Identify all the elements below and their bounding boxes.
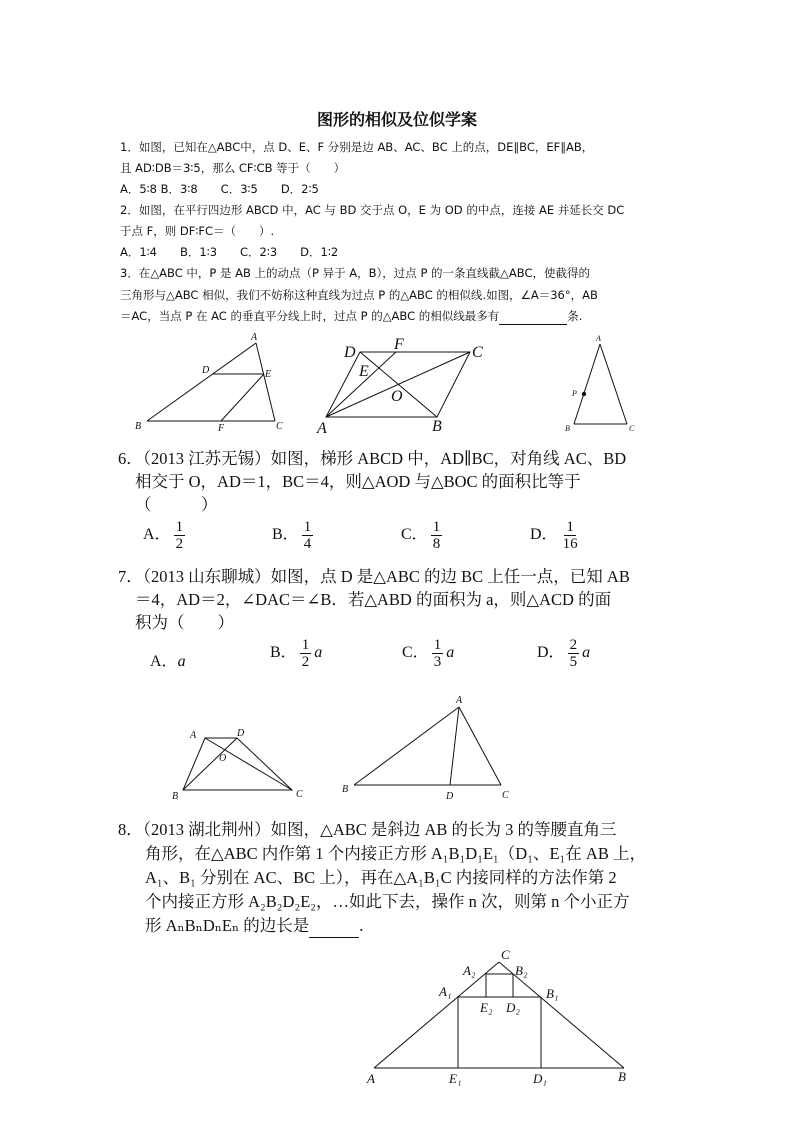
q6-option-b-letter: B． [272, 526, 299, 544]
q2-line2: 于点 F，则 DF∶FC＝（ ）. [120, 224, 275, 238]
q3-line1: 3．在△ABC 中，P 是 AB 上的动点（P 异于 A，B），过点 P 的一条直线截△ABC，使截得的 [120, 266, 590, 280]
fig6-label-B: B [618, 1069, 626, 1084]
fig6-label-B1: B₁ [546, 986, 559, 1001]
fig5-label-D: D [446, 791, 454, 802]
q2-options: A．1∶4 B．1∶3 C．2∶3 D．1∶2 [120, 245, 339, 259]
q7-line1: 7．（2013 山东聊城）如图，点 D 是△ABC 的边 BC 上任一点，已知 AB [118, 567, 630, 586]
q8-line5-end: . [359, 916, 364, 935]
fig1-label-D: D [202, 365, 210, 376]
q7-line2: ＝4，AD＝2，∠DAC＝∠B．若△ABD 的面积为 a，则△ACD 的面 [135, 590, 612, 609]
fig3-label-A: A [596, 334, 601, 343]
fig6-label-A: A [367, 1071, 375, 1086]
q7-option-b-fraction: $\frac{1}{2}$ [301, 637, 310, 670]
fig6-label-E1: E₁ [449, 1071, 462, 1086]
q2-line1: 2．如图，在平行四边形 ABCD 中，AC 与 BD 交于点 O，E 为 OD 的中点，连接 AE 并延长交 DC [120, 203, 625, 217]
q3-line2: 三角形与△ABC 相似，我们不妨称这种直线为过点 P 的△ABC 的相似线.如图，∠A＝36°，AB [120, 288, 598, 302]
q8-line3: A₁、B₁ 分别在 AC、BC 上），再在△A₁B₁C 内接同样的方法作第 2 [145, 868, 617, 887]
fig5-label-B: B [342, 784, 349, 795]
fig2-label-A: A [317, 420, 327, 437]
q7-option-d-var: a [582, 644, 591, 662]
q3-line3-end: 条. [567, 309, 583, 323]
q7-option-c-fraction: $\frac{1}{3}$ [433, 637, 442, 670]
q7-option-b-letter: B． [270, 644, 297, 662]
q6-line1: 6．（2013 江苏无锡）如图，梯形 ABCD 中，AD∥BC，对角线 AC、BD [118, 449, 627, 468]
fig4-label-O: O [219, 753, 227, 764]
q7-option-d-fraction: $\frac{2}{5}$ [569, 637, 578, 670]
q7-option-c-var: a [446, 644, 455, 662]
q7-option-d-letter: D． [537, 644, 565, 662]
fig1-label-C: C [276, 421, 283, 432]
q7-option-a-letter: A． [150, 653, 178, 670]
q3-line3-text: ＝AC，当点 P 在 AC 的垂直平分线上时，过点 P 的△ABC 的相似线最多有 [120, 309, 500, 323]
q1-line1: 1．如图，已知在△ABC中，点 D、E、F 分别是边 AB、AC、BC 上的点，DE∥BC，EF∥AB， [120, 140, 594, 154]
fig3-label-B: B [565, 424, 570, 433]
q6-option-d-letter: D． [530, 526, 558, 544]
fig6-label-D2: D₂ [506, 1000, 520, 1015]
fig6-label-A1: A₁ [439, 984, 452, 999]
fig5-label-A: A [456, 695, 463, 706]
fig6-label-A2: A₂ [463, 963, 476, 978]
fig2-label-B: B [432, 418, 442, 435]
fig2-label-D: D [344, 344, 356, 361]
page-title: 图形的相似及位似学案 [316, 110, 477, 129]
fig3-label-P: P [572, 389, 577, 398]
q6-option-d-fraction: $\frac{1}{16}$ [562, 519, 578, 552]
q6-line3: （ ） [135, 495, 218, 514]
fig4-label-C: C [296, 789, 303, 800]
fig1-label-E: E [265, 369, 272, 380]
q8-line4: 个内接正方形 A₂B₂D₂E₂，…如此下去，操作 n 次，则第 n 个小正方 [145, 892, 630, 911]
q6-option-b-fraction: $\frac{1}{4}$ [303, 519, 312, 552]
q1-line2: 且 AD∶DB＝3∶5，那么 CF∶CB 等于（ ） [120, 161, 346, 175]
q7-option-a-var: a [177, 653, 186, 670]
q6-option-c-fraction: $\frac{1}{8}$ [432, 519, 441, 552]
fig6-label-C: C [501, 947, 510, 962]
q6-line2: 相交于 O，AD＝1，BC＝4，则△AOD 与△BOC 的面积比等于 [135, 472, 581, 491]
fig2-label-F: F [394, 336, 404, 353]
q8-line5-text: 形 AₙBₙDₙEₙ 的边长是 [145, 916, 310, 935]
q7-line3: 积为（ ） [135, 613, 234, 632]
q6-option-a-fraction: $\frac{1}{2}$ [175, 519, 184, 552]
q8-line1: 8．（2013 湖北荆州）如图，△ABC 是斜边 AB 的长为 3 的等腰直角三 [118, 820, 617, 839]
fig4-label-D: D [237, 728, 245, 739]
fig5-label-C: C [502, 790, 509, 801]
fig1-label-B: B [135, 421, 142, 432]
q6-option-a-letter: A． [143, 526, 171, 544]
fig4-label-B: B [172, 791, 179, 802]
fig2-label-O: O [391, 388, 403, 405]
fig3-label-C: C [629, 424, 635, 433]
fig6-label-D1: D₁ [533, 1071, 547, 1086]
q8-line2: 角形，在△ABC 内作第 1 个内接正方形 A₁B₁D₁E₁（D₁、E₁在 AB 上， [145, 844, 646, 863]
fig4-label-A: A [190, 730, 197, 741]
q6-option-c-letter: C． [401, 526, 428, 544]
q1-options: A．5∶8 B．3∶8 C．3∶5 D．2∶5 [120, 182, 319, 196]
fig1-label-F: F [218, 423, 225, 434]
fig6-label-B2: B₂ [515, 963, 528, 978]
fig6-label-E2: E₂ [480, 1000, 493, 1015]
fig2-label-E: E [359, 363, 369, 380]
fig1-label-A: A [251, 332, 258, 343]
q7-option-b-var: a [314, 644, 323, 662]
fig2-label-C: C [472, 344, 483, 361]
q7-option-c-letter: C． [402, 644, 429, 662]
